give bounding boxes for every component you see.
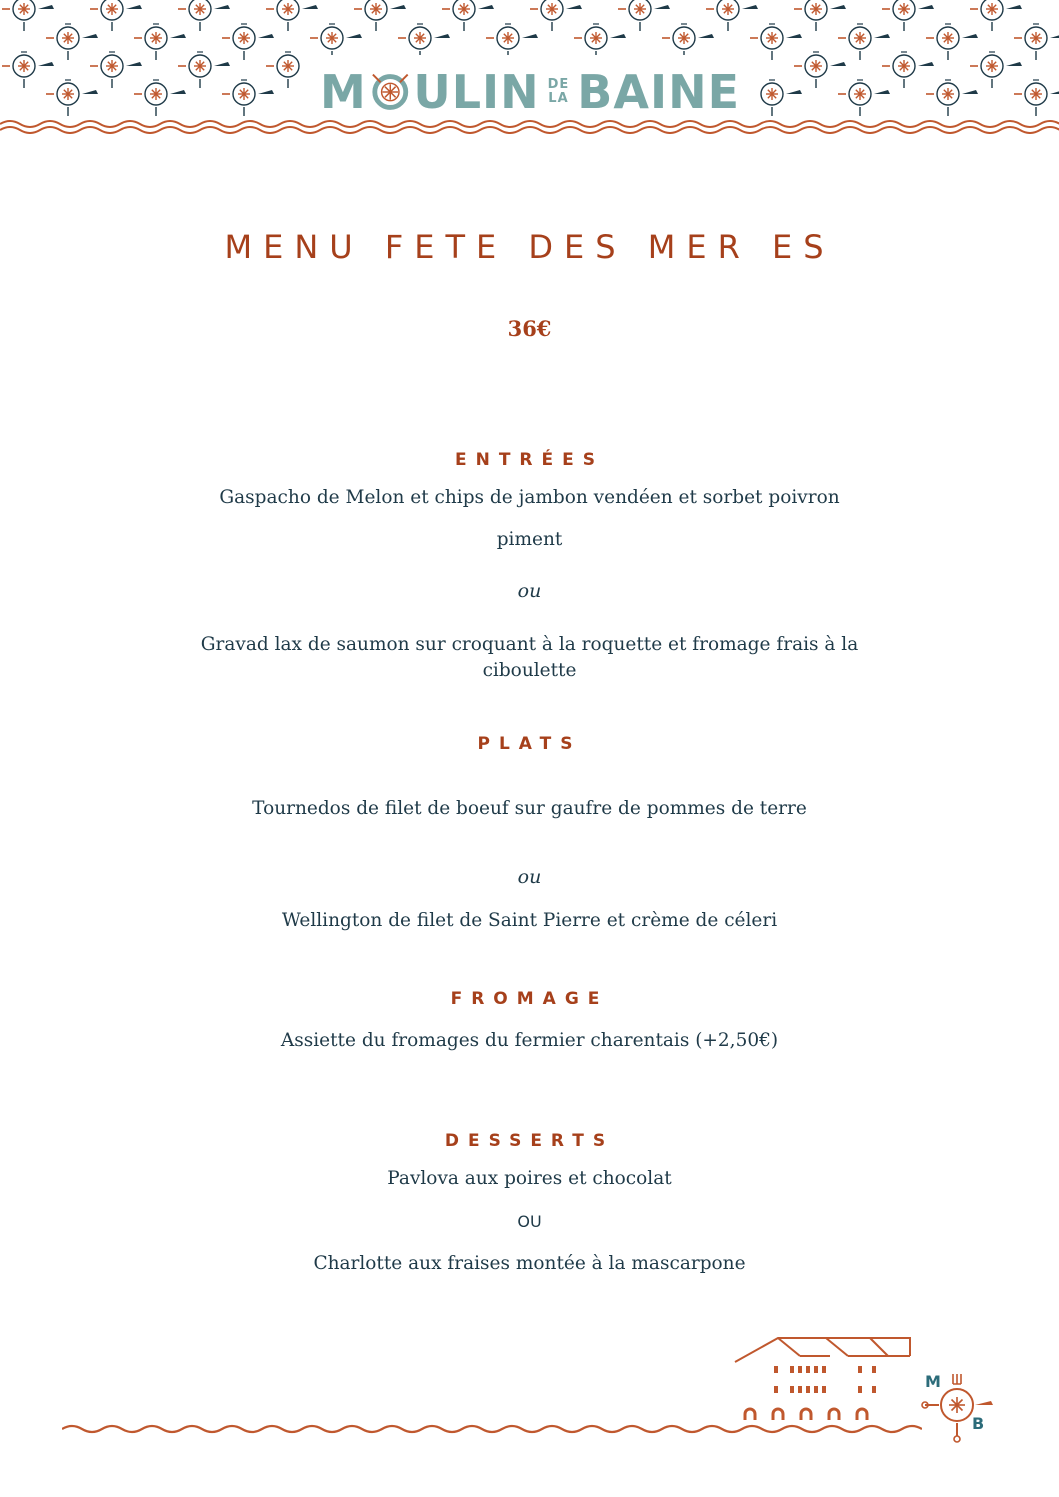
dish-entree-1-line-1: Gaspacho de Melon et chips de jambon vendéen et sorbet poivron xyxy=(219,487,840,508)
monogram-m: M xyxy=(925,1372,941,1391)
logo-text-baine: BAINE xyxy=(577,65,740,119)
logo-small-stack xyxy=(548,78,570,106)
or-separator-entrees: ou xyxy=(517,580,542,602)
dish-fromage-1: Assiette du fromages du fermier charentais (+2,50€) xyxy=(280,1030,779,1051)
logo-text-ulin: ULIN xyxy=(413,65,540,119)
section-title-desserts: DESSERTS xyxy=(444,1131,615,1151)
section-title-plats: PLATS xyxy=(477,734,582,754)
section-title-fromage: FROMAGE xyxy=(450,989,609,1009)
mill-building-illustration xyxy=(730,1332,920,1424)
top-wave-divider xyxy=(0,118,1059,134)
or-separator-desserts: OU xyxy=(517,1212,542,1231)
dish-plat-2: Wellington de filet de Saint Pierre et crème de céleri xyxy=(281,910,778,931)
dish-entree-1-line-2: piment xyxy=(496,529,563,550)
logo-text-m: M xyxy=(320,65,367,119)
logo-text-la: LA xyxy=(548,91,569,106)
dish-dessert-1: Pavlova aux poires et chocolat xyxy=(387,1168,672,1189)
dish-plat-1: Tournedos de filet de boeuf sur gaufre de pommes de terre xyxy=(252,798,807,819)
monogram-b: B xyxy=(972,1414,985,1433)
or-separator-plats: ou xyxy=(517,866,542,888)
page-header xyxy=(0,0,1059,140)
bottom-wave-divider xyxy=(62,1420,922,1438)
dish-dessert-2: Charlotte aux fraises montée à la mascarpone xyxy=(313,1253,746,1274)
menu-price: 36€ xyxy=(507,316,552,341)
mb-monogram-logo xyxy=(915,1370,1000,1445)
menu-title: MENU FETE DES MER ES xyxy=(224,228,835,266)
section-title-entrees: ENTRÉES xyxy=(455,450,604,470)
wheel-icon xyxy=(369,70,412,114)
dish-entree-2: Gravad lax de saumon sur croquant à la roquette et fromage frais à la ciboulette xyxy=(200,634,859,681)
brand-logo xyxy=(320,62,740,122)
logo-text-de: DE xyxy=(547,77,570,92)
